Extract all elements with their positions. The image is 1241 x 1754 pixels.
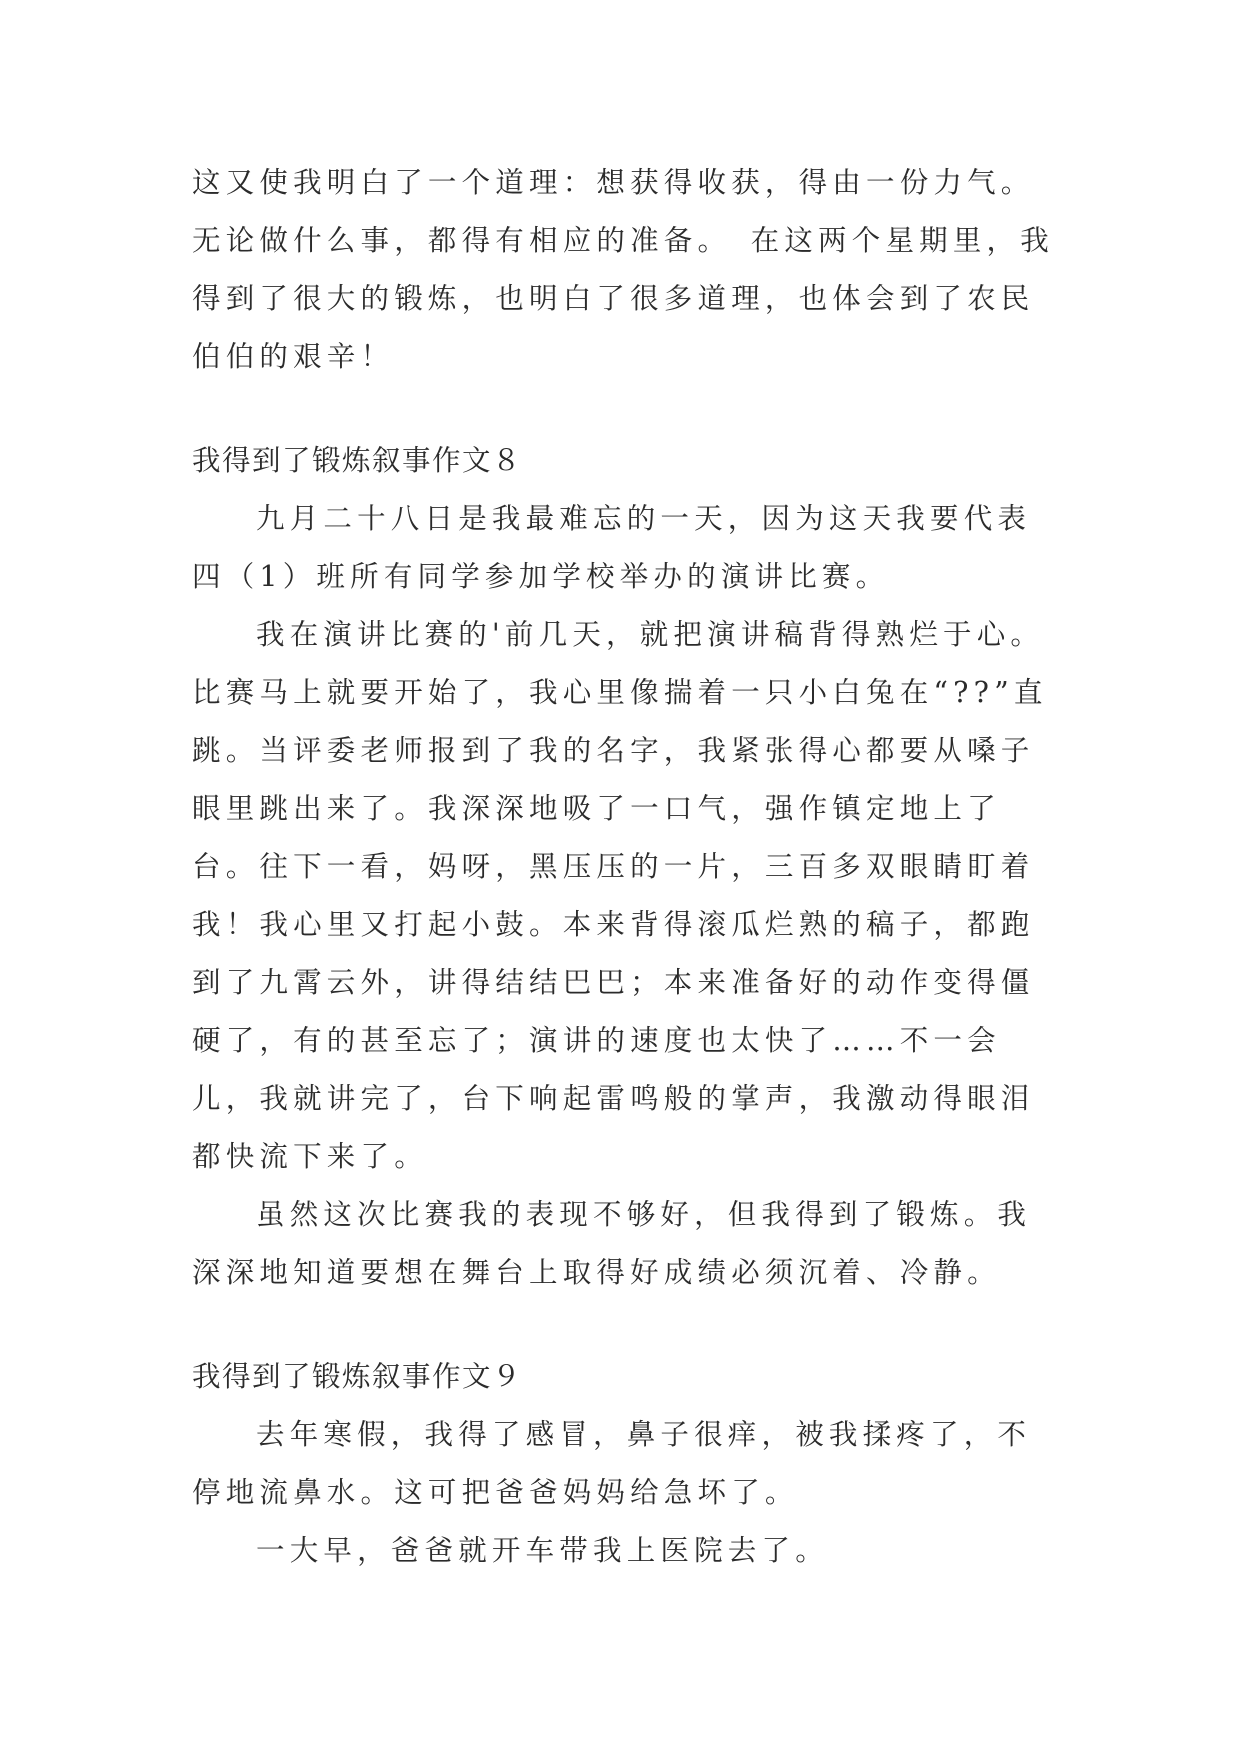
section-9-paragraph-2: 一大早，爸爸就开车带我上医院去了。: [256, 1534, 829, 1567]
section-8-paragraph-1: 九月二十八日是我最难忘的一天，因为这天我要代表四（1）班所有同学参加学校举办的演讲比赛。: [192, 502, 1032, 593]
section-spacer: [192, 386, 1062, 432]
section-8-title: 我得到了锻炼叙事作文８: [192, 444, 523, 477]
section-spacer: [192, 1302, 1062, 1348]
continuation-paragraph: 这又使我明白了一个道理：想获得收获，得由一份力气。无论做什么事，都得有相应的准备。 在这两个星期里，我得到了很大的锻炼，也明白了很多道理，也体会到了农民伯伯的艰辛！: [192, 166, 1054, 373]
document-body: [192, 154, 1062, 1580]
section-9-title: 我得到了锻炼叙事作文９: [192, 1360, 523, 1393]
section-9-paragraph-1: 去年寒假，我得了感冒，鼻子很痒，被我揉疼了，不停地流鼻水。这可把爸爸妈妈给急坏了。: [192, 1418, 1032, 1509]
section-8-paragraph-3: 虽然这次比赛我的表现不够好，但我得到了锻炼。我深深地知道要想在舞台上取得好成绩必须沉着、冷静。: [192, 1198, 1032, 1289]
section-8-paragraph-2: 我在演讲比赛的'前几天，就把演讲稿背得熟烂于心。比赛马上就要开始了，我心里像揣着一只小白兔在“??”直跳。当评委老师报到了我的名字，我紧张得心都要从嗓子眼里跳出来了。我深深地吸了一口气，强作镇定地上了台。往下一看，妈呀，黑压压的一片，三百多双眼睛盯着我！我心里又打起小鼓。本来背得滚瓜烂熟的稿子，都跑到了九霄云外，讲得结结巴巴；本来准备好的动作变得僵硬了，有的甚至忘了；演讲的速度也太快了……不一会儿，我就讲完了，台下响起雷鸣般的掌声，我激动得眼泪都快流下来了。: [192, 618, 1048, 1173]
